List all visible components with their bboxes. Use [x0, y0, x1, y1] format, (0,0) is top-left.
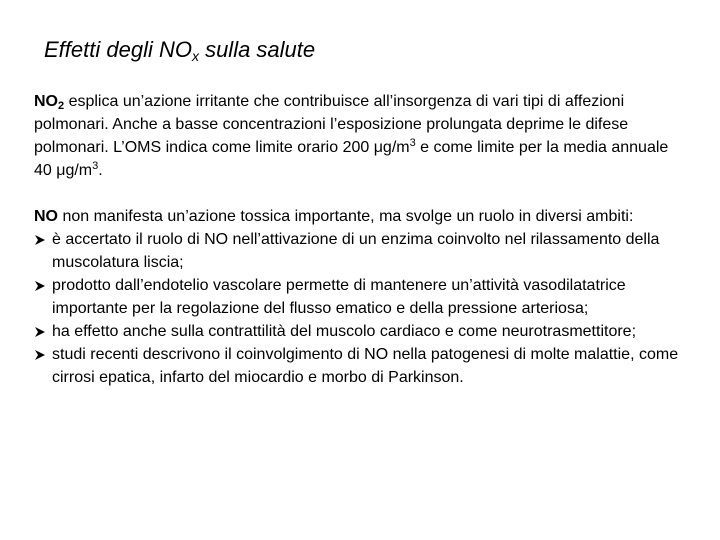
arrow-bullet-icon — [34, 274, 52, 292]
paragraph-no2-text-2: e come limite per la media annuale 40 μg/m — [34, 139, 669, 179]
bullet-text: prodotto dall’endotelio vascolare permette di mantenere un’attività vasodilatatrice importante per la regolazione del flusso ematico e della pressione arteriosa; — [52, 277, 626, 317]
bullet-list — [34, 228, 684, 389]
superscript-3b: 3 — [92, 160, 99, 172]
title-text: Effetti degli NO — [44, 37, 192, 62]
bullet-text: ha effetto anche sulla contrattilità del muscolo cardiaco e come neurotrasmettitore; — [52, 323, 637, 340]
title-subscript: x — [191, 48, 199, 64]
arrow-bullet-icon — [34, 228, 52, 246]
arrow-bullet-icon — [34, 320, 52, 338]
paragraph-no2-text: esplica un’azione irritante che contribuisce all’insorgenza di vari tipi di affezioni polmonari. Anche a basse concentrazioni l’esposizione prolungata deprime le difese polmonari. L’OMS indica come limite orario 200 μg/m — [34, 93, 629, 156]
list-item — [34, 343, 684, 389]
superscript-3: 3 — [409, 137, 416, 149]
list-item — [34, 320, 684, 343]
bullet-text: è accertato il ruolo di NO nell’attivazione di un enzima coinvolto nel rilassamento della muscolatura liscia; — [52, 231, 660, 271]
paragraph-no2 — [34, 90, 684, 182]
paragraph-no — [34, 205, 684, 228]
spacer — [34, 182, 684, 205]
paragraph-no-text: non manifesta un’azione tossica importante, ma svolge un ruolo in diversi ambiti: — [58, 208, 634, 225]
list-item — [34, 274, 684, 320]
list-item — [34, 228, 684, 274]
no2-formula: $NO_2$ — [34, 93, 65, 112]
bullet-text: studi recenti descrivono il coinvolgimento di NO nella patogenesi di molte malattie, come cirrosi epatica, infarto del miocardio e morbo di Parkinson. — [52, 346, 679, 386]
paragraph-no2-text-3: . — [98, 162, 103, 179]
page-title — [44, 36, 315, 70]
no-formula: NO — [34, 208, 58, 225]
title-text-end: sulla salute — [198, 37, 316, 62]
arrow-bullet-icon — [34, 343, 52, 361]
main-content — [34, 90, 684, 389]
